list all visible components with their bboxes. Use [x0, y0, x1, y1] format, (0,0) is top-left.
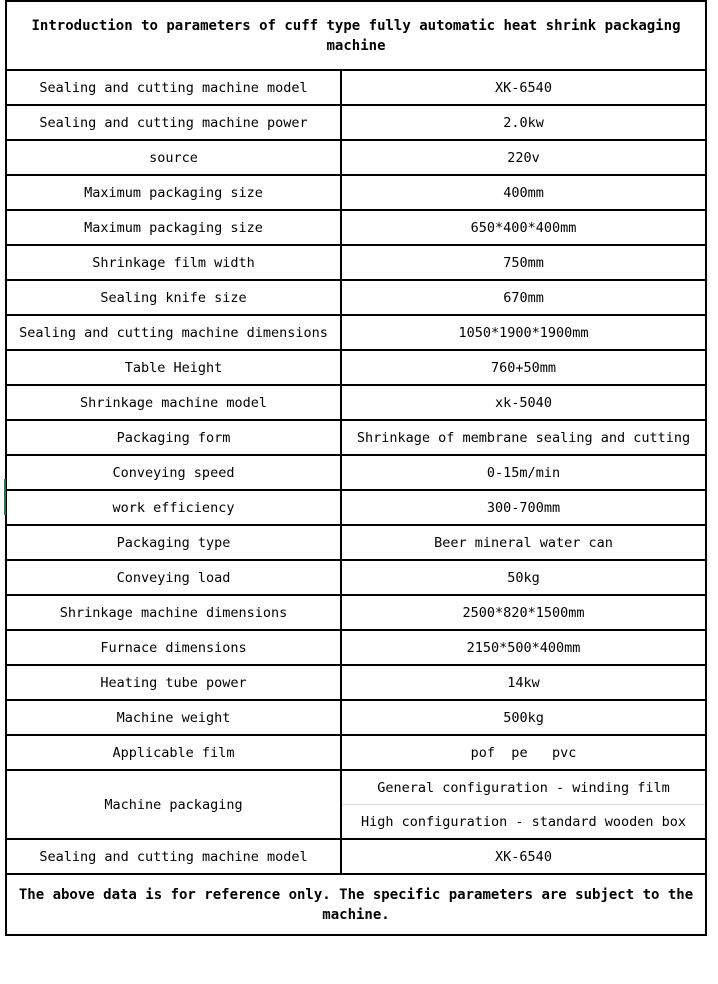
- table-row: [6, 385, 706, 420]
- table-row: [6, 245, 706, 280]
- parameter-label-cell[interactable]: Maximum packaging size: [6, 210, 341, 245]
- packaging-row: [6, 770, 706, 805]
- footer-note[interactable]: The above data is for reference only. The specific parameters are subject to the machine.: [6, 874, 706, 935]
- parameter-value-cell[interactable]: 500kg: [341, 700, 706, 735]
- table-row: [6, 595, 706, 630]
- parameter-label-cell[interactable]: Maximum packaging size: [6, 175, 341, 210]
- parameter-value-cell[interactable]: 760+50mm: [341, 350, 706, 385]
- parameter-label-cell[interactable]: Sealing knife size: [6, 280, 341, 315]
- table-row: [6, 560, 706, 595]
- parameter-value-cell[interactable]: 670mm: [341, 280, 706, 315]
- parameter-value-cell[interactable]: 0-15m/min: [341, 455, 706, 490]
- table-row: [6, 315, 706, 350]
- parameter-value-cell[interactable]: 300-700mm: [341, 490, 706, 525]
- parameter-label-cell[interactable]: Machine weight: [6, 700, 341, 735]
- parameter-value-cell[interactable]: 14kw: [341, 665, 706, 700]
- parameter-value-cell[interactable]: XK-6540: [341, 839, 706, 874]
- parameter-label-cell[interactable]: Sealing and cutting machine model: [6, 70, 341, 105]
- parameter-value-cell[interactable]: 2.0kw: [341, 105, 706, 140]
- table-title[interactable]: Introduction to parameters of cuff type fully automatic heat shrink packaging machine: [6, 1, 706, 70]
- spreadsheet-sheet: [5, 0, 705, 936]
- parameter-label-cell[interactable]: Conveying speed: [6, 455, 341, 490]
- parameter-value-cell[interactable]: 220v: [341, 140, 706, 175]
- table-row: [6, 280, 706, 315]
- table-row: [6, 665, 706, 700]
- table-row: [6, 420, 706, 455]
- parameter-value-cell[interactable]: 750mm: [341, 245, 706, 280]
- parameter-label-cell[interactable]: Shrinkage film width: [6, 245, 341, 280]
- table-row: [6, 700, 706, 735]
- parameter-label-cell[interactable]: Packaging type: [6, 525, 341, 560]
- parameter-table: [5, 0, 707, 936]
- table-row: [6, 140, 706, 175]
- parameter-label-cell[interactable]: Sealing and cutting machine dimensions: [6, 315, 341, 350]
- packaging-option-high[interactable]: High configuration - standard wooden box: [341, 805, 706, 840]
- parameter-value-cell[interactable]: 400mm: [341, 175, 706, 210]
- packaging-option-general[interactable]: General configuration - winding film: [341, 770, 706, 805]
- parameter-label-cell[interactable]: Conveying load: [6, 560, 341, 595]
- parameter-label-cell[interactable]: Table Height: [6, 350, 341, 385]
- title-row: [6, 1, 706, 70]
- table-row: [6, 70, 706, 105]
- footer-row: [6, 874, 706, 935]
- parameter-value-cell[interactable]: 650*400*400mm: [341, 210, 706, 245]
- table-row: [6, 350, 706, 385]
- parameter-label-cell[interactable]: source: [6, 140, 341, 175]
- parameter-value-cell[interactable]: Beer mineral water can: [341, 525, 706, 560]
- table-row: [6, 210, 706, 245]
- parameter-value-cell[interactable]: xk-5040: [341, 385, 706, 420]
- table-row: [6, 839, 706, 874]
- parameter-label-cell[interactable]: Heating tube power: [6, 665, 341, 700]
- parameter-value-cell[interactable]: 2150*500*400mm: [341, 630, 706, 665]
- table-row: [6, 490, 706, 525]
- packaging-label-cell[interactable]: Machine packaging: [6, 770, 341, 839]
- table-row: [6, 455, 706, 490]
- parameter-value-cell[interactable]: Shrinkage of membrane sealing and cutting: [341, 420, 706, 455]
- parameter-label-cell[interactable]: Packaging form: [6, 420, 341, 455]
- table-row: [6, 525, 706, 560]
- table-row: [6, 175, 706, 210]
- parameter-value-cell[interactable]: 2500*820*1500mm: [341, 595, 706, 630]
- table-row: [6, 630, 706, 665]
- table-row: [6, 735, 706, 770]
- parameter-label-cell[interactable]: Shrinkage machine dimensions: [6, 595, 341, 630]
- parameter-label-cell[interactable]: Sealing and cutting machine model: [6, 839, 341, 874]
- table-row: [6, 105, 706, 140]
- parameter-value-cell[interactable]: XK-6540: [341, 70, 706, 105]
- parameter-label-cell[interactable]: Sealing and cutting machine power: [6, 105, 341, 140]
- parameter-value-cell[interactable]: 50kg: [341, 560, 706, 595]
- parameter-value-cell[interactable]: 1050*1900*1900mm: [341, 315, 706, 350]
- parameter-label-cell[interactable]: Shrinkage machine model: [6, 385, 341, 420]
- parameter-label-cell[interactable]: work efficiency: [6, 490, 341, 525]
- parameter-label-cell[interactable]: Applicable film: [6, 735, 341, 770]
- cell-selection-marker: [4, 479, 6, 515]
- parameter-value-cell[interactable]: pof pe pvc: [341, 735, 706, 770]
- parameter-label-cell[interactable]: Furnace dimensions: [6, 630, 341, 665]
